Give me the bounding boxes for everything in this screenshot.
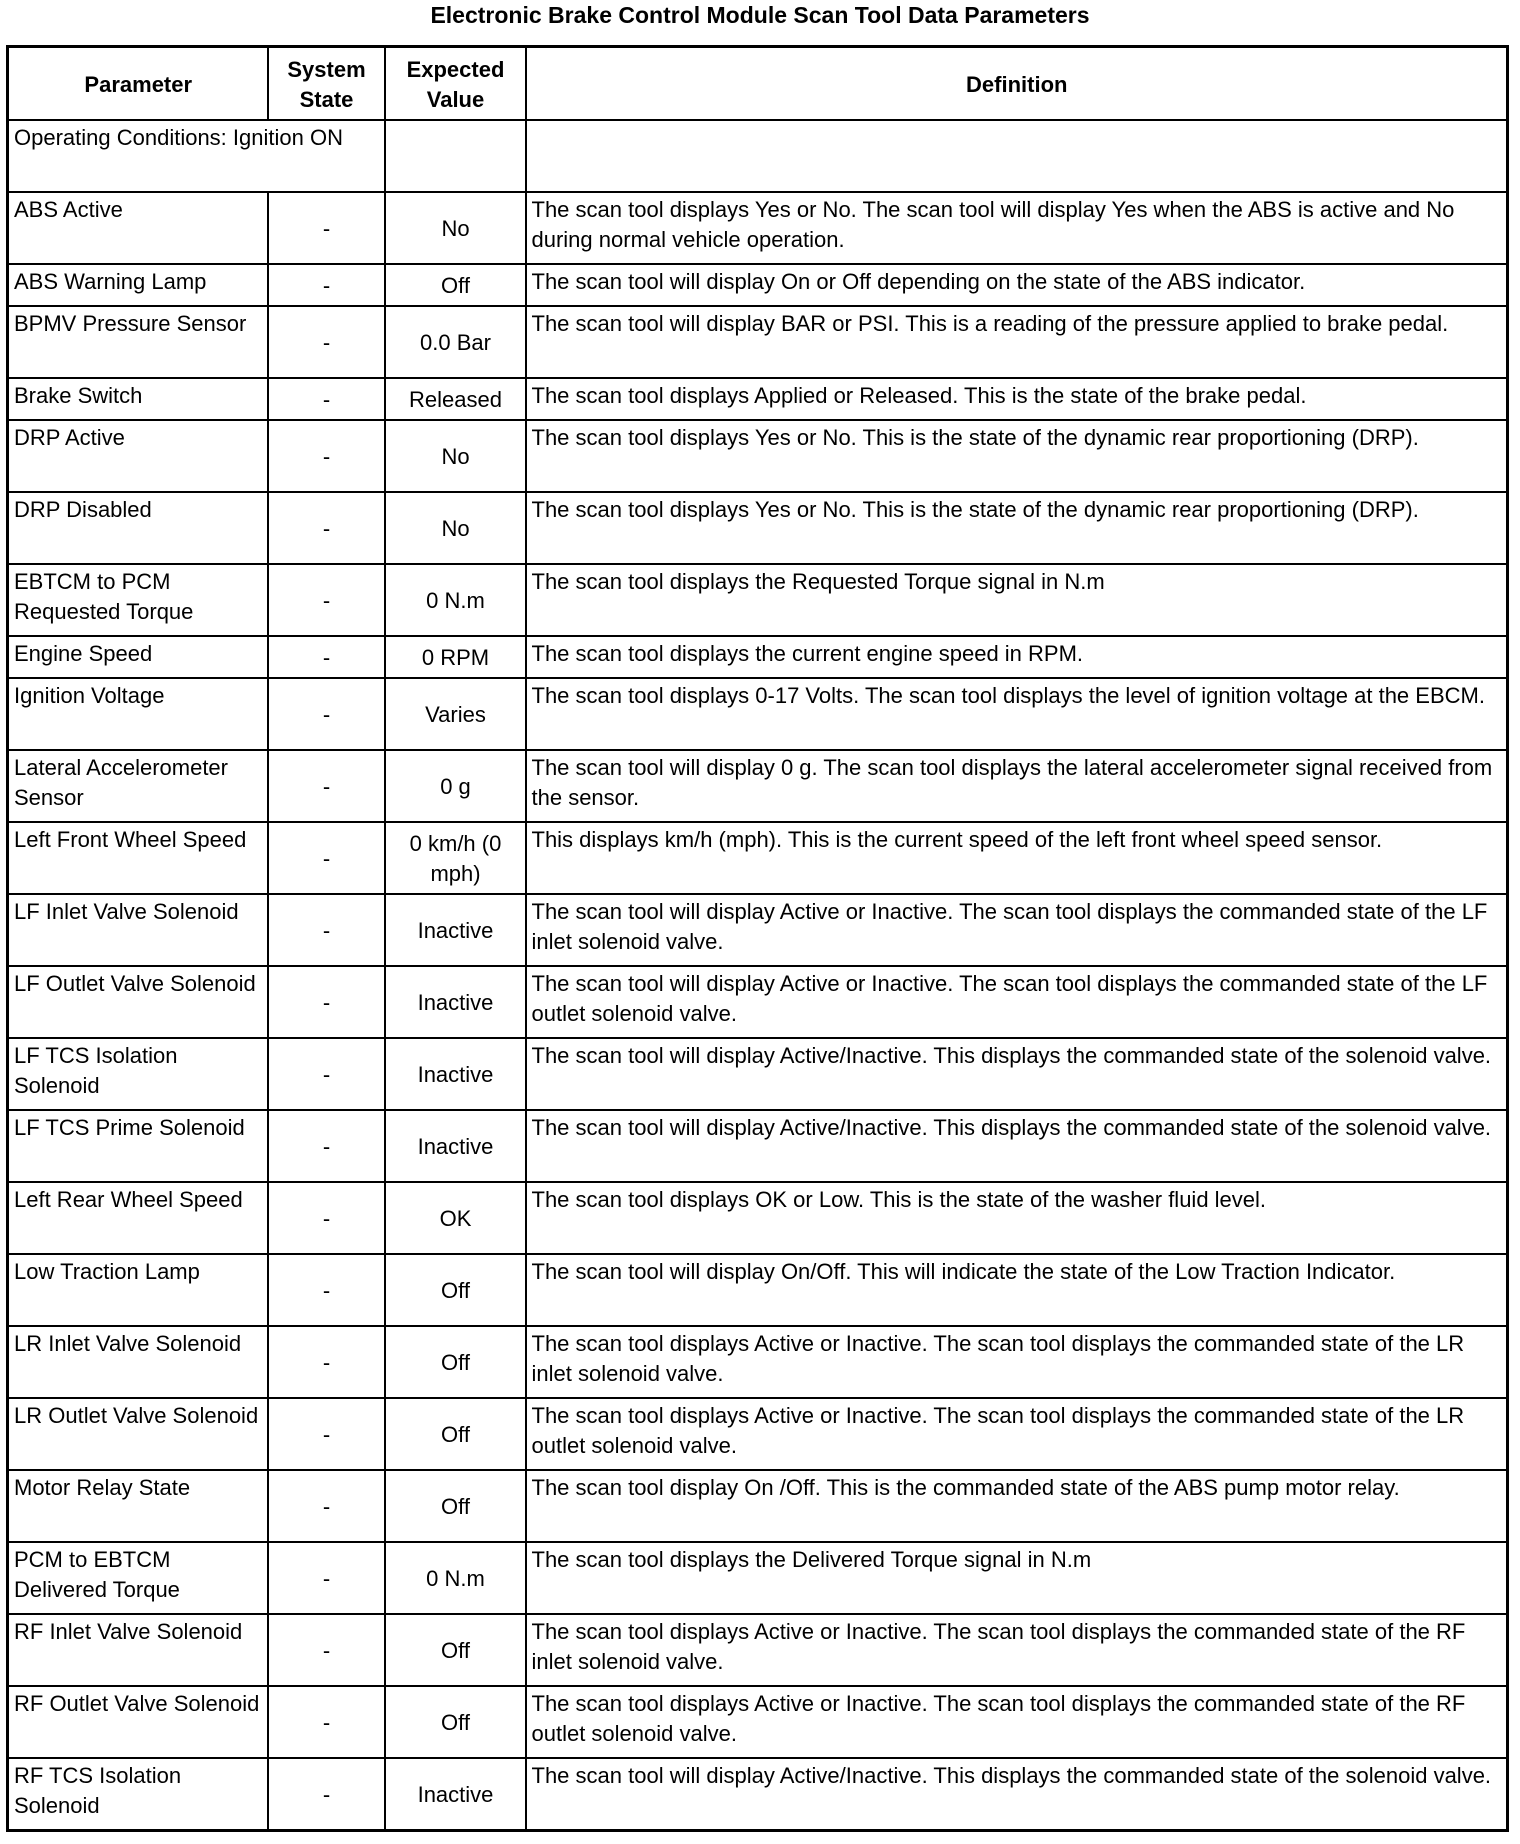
system-state-cell: - xyxy=(268,1686,385,1758)
expected-value-cell: 0.0 Bar xyxy=(385,306,526,378)
table-row xyxy=(8,564,1508,636)
table-row xyxy=(8,1758,1508,1831)
expected-value-cell: Varies xyxy=(385,678,526,750)
definition-cell: The scan tool displays Yes or No. The scan tool will display Yes when the ABS is active and No during normal vehicle operation. xyxy=(526,192,1508,264)
empty-cell xyxy=(526,120,1508,192)
definition-cell: The scan tool will display BAR or PSI. This is a reading of the pressure applied to brake pedal. xyxy=(526,306,1508,378)
definition-cell: The scan tool displays Active or Inactive. The scan tool displays the commanded state of the RF inlet solenoid valve. xyxy=(526,1614,1508,1686)
operating-conditions: Operating Conditions: Ignition ON xyxy=(8,120,385,192)
parameter-cell: Lateral Accelerometer Sensor xyxy=(8,750,268,822)
header-system-state: System State xyxy=(268,47,385,121)
definition-cell: The scan tool will display Active/Inactive. This displays the commanded state of the solenoid valve. xyxy=(526,1758,1508,1831)
expected-value-cell: Off xyxy=(385,1398,526,1470)
table-row xyxy=(8,192,1508,264)
definition-cell: The scan tool displays the Delivered Torque signal in N.m xyxy=(526,1542,1508,1614)
expected-value-cell: 0 km/h (0 mph) xyxy=(385,822,526,894)
table-row xyxy=(8,894,1508,966)
definition-cell: The scan tool display On /Off. This is the commanded state of the ABS pump motor relay. xyxy=(526,1470,1508,1542)
system-state-cell: - xyxy=(268,1542,385,1614)
system-state-cell: - xyxy=(268,1758,385,1831)
table-row xyxy=(8,306,1508,378)
table-row xyxy=(8,822,1508,894)
definition-cell: The scan tool will display On or Off depending on the state of the ABS indicator. xyxy=(526,264,1508,306)
parameter-cell: ABS Warning Lamp xyxy=(8,264,268,306)
definition-cell: The scan tool will display Active or Inactive. The scan tool displays the commanded state of the LF outlet solenoid valve. xyxy=(526,966,1508,1038)
expected-value-cell: Off xyxy=(385,1254,526,1326)
parameter-cell: LF TCS Isolation Solenoid xyxy=(8,1038,268,1110)
table-row xyxy=(8,1038,1508,1110)
expected-value-cell: 0 RPM xyxy=(385,636,526,678)
expected-value-cell: Off xyxy=(385,264,526,306)
parameter-cell: Low Traction Lamp xyxy=(8,1254,268,1326)
parameter-cell: RF TCS Isolation Solenoid xyxy=(8,1758,268,1831)
expected-value-cell: Inactive xyxy=(385,966,526,1038)
system-state-cell: - xyxy=(268,750,385,822)
definition-cell: The scan tool will display Active/Inactive. This displays the commanded state of the solenoid valve. xyxy=(526,1110,1508,1182)
definition-cell: The scan tool displays Active or Inactive. The scan tool displays the commanded state of the LR outlet solenoid valve. xyxy=(526,1398,1508,1470)
system-state-cell: - xyxy=(268,1182,385,1254)
definition-cell: The scan tool displays OK or Low. This is the state of the washer fluid level. xyxy=(526,1182,1508,1254)
definition-cell: The scan tool will display On/Off. This will indicate the state of the Low Traction Indicator. xyxy=(526,1254,1508,1326)
definition-cell: The scan tool will display Active or Inactive. The scan tool displays the commanded state of the LF inlet solenoid valve. xyxy=(526,894,1508,966)
parameter-cell: LF TCS Prime Solenoid xyxy=(8,1110,268,1182)
system-state-cell: - xyxy=(268,1470,385,1542)
definition-cell: The scan tool displays Active or Inactive. The scan tool displays the commanded state of the LR inlet solenoid valve. xyxy=(526,1326,1508,1398)
definition-cell: The scan tool displays the Requested Torque signal in N.m xyxy=(526,564,1508,636)
table-row xyxy=(8,636,1508,678)
expected-value-cell: Off xyxy=(385,1614,526,1686)
expected-value-cell: OK xyxy=(385,1182,526,1254)
parameter-cell: LF Inlet Valve Solenoid xyxy=(8,894,268,966)
system-state-cell: - xyxy=(268,306,385,378)
definition-cell: The scan tool will display 0 g. The scan tool displays the lateral accelerometer signal received from the sensor. xyxy=(526,750,1508,822)
operating-conditions-row xyxy=(8,120,1508,192)
parameter-cell: Left Rear Wheel Speed xyxy=(8,1182,268,1254)
parameter-cell: LF Outlet Valve Solenoid xyxy=(8,966,268,1038)
definition-cell: The scan tool displays Active or Inactive. The scan tool displays the commanded state of the RF outlet solenoid valve. xyxy=(526,1686,1508,1758)
parameter-cell: Motor Relay State xyxy=(8,1470,268,1542)
parameter-cell: RF Outlet Valve Solenoid xyxy=(8,1686,268,1758)
expected-value-cell: Inactive xyxy=(385,894,526,966)
definition-cell: The scan tool displays Yes or No. This is the state of the dynamic rear proportioning (DRP). xyxy=(526,492,1508,564)
definition-cell: This displays km/h (mph). This is the current speed of the left front wheel speed sensor. xyxy=(526,822,1508,894)
table-row xyxy=(8,1542,1508,1614)
table-row xyxy=(8,678,1508,750)
system-state-cell: - xyxy=(268,1326,385,1398)
table-row xyxy=(8,1470,1508,1542)
expected-value-cell: Inactive xyxy=(385,1758,526,1831)
system-state-cell: - xyxy=(268,564,385,636)
parameter-cell: Engine Speed xyxy=(8,636,268,678)
parameter-cell: EBTCM to PCM Requested Torque xyxy=(8,564,268,636)
document-title: Electronic Brake Control Module Scan Tool Data Parameters xyxy=(430,2,1090,28)
definition-cell: The scan tool displays Yes or No. This is the state of the dynamic rear proportioning (DRP). xyxy=(526,420,1508,492)
system-state-cell: - xyxy=(268,378,385,420)
table-row xyxy=(8,1614,1508,1686)
table-row xyxy=(8,420,1508,492)
parameter-cell: PCM to EBTCM Delivered Torque xyxy=(8,1542,268,1614)
system-state-cell: - xyxy=(268,420,385,492)
empty-cell xyxy=(385,120,526,192)
system-state-cell: - xyxy=(268,636,385,678)
definition-cell: The scan tool displays the current engine speed in RPM. xyxy=(526,636,1508,678)
system-state-cell: - xyxy=(268,1038,385,1110)
table-row xyxy=(8,1182,1508,1254)
system-state-cell: - xyxy=(268,192,385,264)
parameter-cell: BPMV Pressure Sensor xyxy=(8,306,268,378)
system-state-cell: - xyxy=(268,264,385,306)
parameter-cell: ABS Active xyxy=(8,192,268,264)
parameter-cell: RF Inlet Valve Solenoid xyxy=(8,1614,268,1686)
expected-value-cell: 0 N.m xyxy=(385,1542,526,1614)
scan-tool-parameters-table xyxy=(6,45,1509,1832)
system-state-cell: - xyxy=(268,1110,385,1182)
expected-value-cell: No xyxy=(385,420,526,492)
header-expected-value: Expected Value xyxy=(385,47,526,121)
parameter-cell: LR Inlet Valve Solenoid xyxy=(8,1326,268,1398)
table-row xyxy=(8,492,1508,564)
system-state-cell: - xyxy=(268,678,385,750)
table-row xyxy=(8,1326,1508,1398)
table-row xyxy=(8,1398,1508,1470)
system-state-cell: - xyxy=(268,822,385,894)
table-row xyxy=(8,1686,1508,1758)
expected-value-cell: No xyxy=(385,492,526,564)
expected-value-cell: Inactive xyxy=(385,1110,526,1182)
parameter-cell: Ignition Voltage xyxy=(8,678,268,750)
system-state-cell: - xyxy=(268,966,385,1038)
parameter-cell: DRP Disabled xyxy=(8,492,268,564)
expected-value-cell: No xyxy=(385,192,526,264)
expected-value-cell: Off xyxy=(385,1326,526,1398)
expected-value-cell: 0 N.m xyxy=(385,564,526,636)
expected-value-cell: 0 g xyxy=(385,750,526,822)
system-state-cell: - xyxy=(268,1254,385,1326)
parameter-cell: DRP Active xyxy=(8,420,268,492)
parameter-cell: Left Front Wheel Speed xyxy=(8,822,268,894)
table-row xyxy=(8,264,1508,306)
parameter-cell: Brake Switch xyxy=(8,378,268,420)
system-state-cell: - xyxy=(268,1398,385,1470)
definition-cell: The scan tool will display Active/Inactive. This displays the commanded state of the solenoid valve. xyxy=(526,1038,1508,1110)
table-row xyxy=(8,1110,1508,1182)
table-row xyxy=(8,1254,1508,1326)
table-row xyxy=(8,966,1508,1038)
definition-cell: The scan tool displays Applied or Released. This is the state of the brake pedal. xyxy=(526,378,1508,420)
definition-cell: The scan tool displays 0-17 Volts. The scan tool displays the level of ignition voltage at the EBCM. xyxy=(526,678,1508,750)
system-state-cell: - xyxy=(268,894,385,966)
header-parameter: Parameter xyxy=(8,47,268,121)
expected-value-cell: Inactive xyxy=(385,1038,526,1110)
parameter-cell: LR Outlet Valve Solenoid xyxy=(8,1398,268,1470)
table-row xyxy=(8,378,1508,420)
expected-value-cell: Off xyxy=(385,1686,526,1758)
system-state-cell: - xyxy=(268,1614,385,1686)
expected-value-cell: Released xyxy=(385,378,526,420)
expected-value-cell: Off xyxy=(385,1470,526,1542)
table-row xyxy=(8,750,1508,822)
header-definition: Definition xyxy=(526,47,1508,121)
header-row xyxy=(8,47,1508,121)
system-state-cell: - xyxy=(268,492,385,564)
